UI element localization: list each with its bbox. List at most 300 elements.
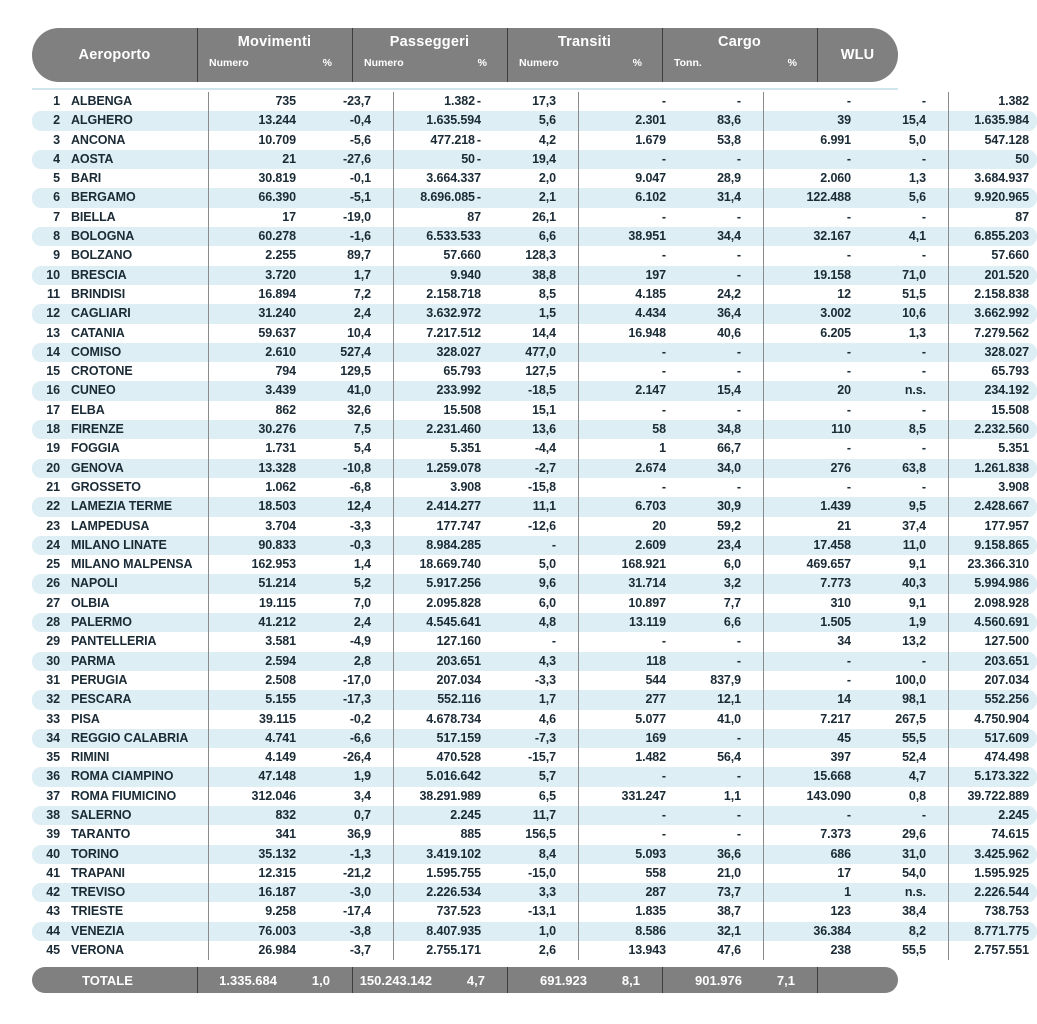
- movimenti-pct: -5,1: [304, 188, 393, 207]
- airport-name: BARI: [71, 171, 102, 186]
- airport-name: ALGHERO: [67, 111, 208, 130]
- transiti-numero: 10.897: [578, 594, 674, 613]
- passeggeri-pct: -15,7: [528, 750, 556, 765]
- movimenti-numero: 41.212: [208, 613, 304, 632]
- row-index: 44: [32, 922, 67, 941]
- table-row[interactable]: [32, 208, 1037, 227]
- movimenti-pct: 32,6: [347, 402, 371, 417]
- cargo-pct: 100,0: [895, 672, 926, 687]
- cargo-tonn: 2.060: [763, 169, 859, 188]
- transiti-pct: -: [674, 806, 763, 825]
- movimenti-pct: 3,4: [353, 788, 371, 803]
- passeggeri-pct: 2,0: [538, 171, 556, 186]
- passeggeri-numero: 2.226.534: [393, 883, 489, 902]
- row-index: 28: [32, 613, 67, 632]
- movimenti-pct: 89,7: [347, 248, 371, 263]
- table-row[interactable]: [32, 710, 1037, 729]
- movimenti-numero: 3.704: [208, 517, 304, 536]
- table-row[interactable]: [32, 536, 1037, 555]
- cargo-tonn: -: [763, 150, 859, 169]
- passeggeri-pct: 2,1: [489, 188, 578, 207]
- passeggeri-numero: 1.259.078: [393, 459, 489, 478]
- cargo-pct: -: [921, 209, 926, 224]
- movimenti-numero: 16.894: [208, 285, 304, 304]
- wlu-value: 3.684.937: [948, 169, 1037, 188]
- passeggeri-pct: -: [551, 634, 556, 649]
- passeggeri-numero: 477.218 -: [393, 131, 489, 150]
- airport-name: PANTELLERIA: [71, 634, 157, 649]
- movimenti-numero: 5.155: [208, 690, 304, 709]
- table-row[interactable]: [32, 266, 1037, 285]
- transiti-pct: 59,2: [717, 518, 741, 533]
- movimenti-numero: 341: [208, 825, 304, 844]
- movimenti-numero: 10.709: [208, 131, 304, 150]
- cargo-pct: 10,6: [859, 304, 948, 323]
- cargo-tonn: 397: [763, 748, 859, 767]
- transiti-numero: 5.077: [578, 710, 674, 729]
- header-group-passeggeri: [352, 28, 507, 82]
- transiti-pct: -: [674, 652, 763, 671]
- table-row[interactable]: [32, 613, 1037, 632]
- header-sub-movimenti-numero: Numero: [209, 57, 249, 69]
- cargo-pct: 4,7: [859, 767, 948, 786]
- airport-name: BERGAMO: [67, 188, 208, 207]
- wlu-value: 474.498: [948, 748, 1037, 767]
- transiti-numero: 5.093: [578, 845, 674, 864]
- cargo-pct: 37,4: [902, 518, 926, 533]
- row-index: 8: [32, 227, 67, 246]
- cargo-tonn: 17.458: [763, 536, 859, 555]
- passeggeri-pct: -12,6: [528, 518, 556, 533]
- transiti-pct: -: [736, 248, 741, 263]
- movimenti-pct: -0,3: [304, 536, 393, 555]
- movimenti-pct: -5,6: [349, 132, 371, 147]
- airport-name: ALBENGA: [71, 94, 133, 108]
- table-row[interactable]: [32, 285, 1037, 304]
- cargo-tonn: 12: [763, 285, 859, 304]
- cargo-pct: 9,1: [908, 557, 926, 572]
- row-index: 33: [46, 711, 60, 726]
- transiti-numero: -: [578, 362, 674, 381]
- passeggeri-pct: -15,0: [528, 865, 556, 880]
- wlu-value: 39.722.889: [948, 787, 1037, 806]
- row-index: 45: [46, 943, 60, 958]
- cargo-tonn: 238: [763, 941, 859, 960]
- table-row[interactable]: [32, 304, 1037, 323]
- table-row[interactable]: [32, 787, 1037, 806]
- table-row[interactable]: [32, 246, 1037, 265]
- table-row[interactable]: [32, 690, 1037, 709]
- table-row[interactable]: [32, 825, 1037, 844]
- passeggeri-numero: 552.116: [393, 690, 489, 709]
- row-index: 34: [32, 729, 67, 748]
- transiti-numero: 331.247: [578, 787, 674, 806]
- header-sub-passeggeri-pct: %: [477, 57, 487, 69]
- table-row[interactable]: [32, 594, 1037, 613]
- passeggeri-numero: 177.747: [393, 517, 489, 536]
- transiti-numero: -: [578, 343, 674, 362]
- passeggeri-pct: 4,8: [489, 613, 578, 632]
- transiti-pct: 34,8: [674, 420, 763, 439]
- passeggeri-numero: 2.414.277: [393, 497, 489, 516]
- passeggeri-pct: -18,5: [489, 381, 578, 400]
- passeggeri-numero: 2.095.828: [393, 594, 489, 613]
- movimenti-numero: 4.149: [208, 748, 304, 767]
- movimenti-numero: 312.046: [208, 787, 304, 806]
- cargo-tonn: 6.991: [763, 131, 859, 150]
- passeggeri-pct: 2,6: [538, 943, 556, 958]
- movimenti-pct: 1,7: [304, 266, 393, 285]
- table-row[interactable]: [32, 922, 1037, 941]
- cargo-pct: 55,5: [902, 943, 926, 958]
- transiti-numero: 277: [578, 690, 674, 709]
- total-cargo-tonn: 901.976: [662, 967, 750, 993]
- transiti-pct: -: [736, 402, 741, 417]
- row-index: 21: [46, 479, 60, 494]
- table-row[interactable]: [32, 188, 1037, 207]
- table-row[interactable]: [32, 401, 1037, 420]
- transiti-numero: 13.119: [578, 613, 674, 632]
- passeggeri-pct: 3,3: [489, 883, 578, 902]
- wlu-value: 4.750.904: [948, 710, 1037, 729]
- transiti-numero: -: [578, 92, 674, 111]
- table-row[interactable]: [32, 671, 1037, 690]
- transiti-numero: -: [578, 150, 674, 169]
- wlu-value: 23.366.310: [948, 555, 1037, 574]
- row-index: 35: [46, 750, 60, 765]
- row-index: 36: [32, 767, 67, 786]
- passeggeri-pct: -15,8: [528, 479, 556, 494]
- transiti-pct: 41,0: [717, 711, 741, 726]
- table-row[interactable]: [32, 902, 1037, 921]
- table-header-bar: [32, 28, 898, 82]
- passeggeri-pct: 11,1: [489, 497, 578, 516]
- airport-name: BOLZANO: [71, 248, 133, 263]
- passeggeri-numero: 2.231.460: [393, 420, 489, 439]
- cargo-pct: n.s.: [859, 381, 948, 400]
- passeggeri-pct: -13,1: [528, 904, 556, 919]
- cargo-tonn: -: [763, 208, 859, 227]
- transiti-numero: 168.921: [578, 555, 674, 574]
- transiti-numero: -: [578, 806, 674, 825]
- airport-name: TARANTO: [71, 827, 131, 842]
- cargo-tonn: -: [763, 92, 859, 111]
- table-row[interactable]: [32, 150, 1037, 169]
- passeggeri-pct: 19,4: [489, 150, 578, 169]
- passeggeri-pct: -2,7: [489, 459, 578, 478]
- row-index: 6: [32, 188, 67, 207]
- transiti-numero: 544: [578, 671, 674, 690]
- total-transiti-pct: 8,1: [621, 972, 640, 988]
- table-row[interactable]: [32, 806, 1037, 825]
- passeggeri-pct: 8,5: [538, 286, 556, 301]
- row-index: 4: [32, 150, 67, 169]
- transiti-pct: -: [674, 343, 763, 362]
- transiti-pct: -: [736, 479, 741, 494]
- airport-name: BRESCIA: [67, 266, 208, 285]
- movimenti-numero: 735: [208, 92, 304, 111]
- cargo-tonn: 110: [763, 420, 859, 439]
- passeggeri-numero: 1.595.755: [393, 864, 489, 883]
- transiti-numero: -: [578, 825, 674, 844]
- table-row[interactable]: [32, 420, 1037, 439]
- row-index: 37: [46, 788, 60, 803]
- total-label: TOTALE: [82, 972, 133, 988]
- table-row[interactable]: [32, 459, 1037, 478]
- passeggeri-numero: 65.793: [393, 362, 489, 381]
- table-row[interactable]: [32, 555, 1037, 574]
- cargo-pct: 29,6: [902, 827, 926, 842]
- table-row[interactable]: [32, 227, 1037, 246]
- table-row[interactable]: [32, 864, 1037, 883]
- cargo-pct: 63,8: [859, 459, 948, 478]
- airport-name: PESCARA: [67, 690, 208, 709]
- passeggeri-numero: 18.669.740: [393, 555, 489, 574]
- passeggeri-numero: 203.651: [393, 652, 489, 671]
- cargo-pct: -: [921, 364, 926, 379]
- row-index: 19: [46, 441, 60, 456]
- airport-name: GROSSETO: [71, 479, 141, 494]
- airport-name: SALERNO: [67, 806, 208, 825]
- movimenti-pct: -0,2: [349, 711, 371, 726]
- table-row[interactable]: [32, 92, 1037, 111]
- airport-name: PERUGIA: [71, 672, 128, 687]
- row-index: 2: [32, 111, 67, 130]
- wlu-value: 50: [948, 150, 1037, 169]
- transiti-numero: 1.835: [578, 902, 674, 921]
- cargo-pct: 4,1: [859, 227, 948, 246]
- table-row[interactable]: [32, 497, 1037, 516]
- transiti-pct: -: [736, 364, 741, 379]
- cargo-tonn: 143.090: [763, 787, 859, 806]
- movimenti-numero: 1.731: [208, 439, 304, 458]
- row-index: 16: [32, 381, 67, 400]
- wlu-value: 2.098.928: [948, 594, 1037, 613]
- row-index: 7: [53, 209, 60, 224]
- row-index: 17: [46, 402, 60, 417]
- passeggeri-numero: 2.158.718: [393, 285, 489, 304]
- passeggeri-numero: 328.027: [393, 343, 489, 362]
- passeggeri-numero: 15.508: [393, 401, 489, 420]
- wlu-value: 2.158.838: [948, 285, 1037, 304]
- movimenti-pct: 41,0: [304, 381, 393, 400]
- movimenti-numero: 59.637: [208, 324, 304, 343]
- header-title-cargo: Cargo: [718, 34, 761, 50]
- table-row[interactable]: [32, 381, 1037, 400]
- movimenti-pct: -4,9: [349, 634, 371, 649]
- table-row[interactable]: [32, 131, 1037, 150]
- table-row[interactable]: [32, 362, 1037, 381]
- wlu-value: 177.957: [948, 517, 1037, 536]
- transiti-pct: 6,6: [674, 613, 763, 632]
- transiti-pct: 12,1: [674, 690, 763, 709]
- cargo-tonn: 276: [763, 459, 859, 478]
- cargo-pct: 1,3: [908, 325, 926, 340]
- table-row[interactable]: [32, 574, 1037, 593]
- transiti-numero: 4.434: [578, 304, 674, 323]
- airport-name: BRINDISI: [71, 286, 126, 301]
- airport-name: RIMINI: [71, 750, 110, 765]
- cargo-tonn: -: [763, 362, 859, 381]
- row-index: 23: [46, 518, 60, 533]
- wlu-value: 5.173.322: [948, 767, 1037, 786]
- cargo-tonn: 14: [763, 690, 859, 709]
- cargo-pct: 1,3: [908, 171, 926, 186]
- cargo-pct: -: [921, 479, 926, 494]
- row-index: 20: [32, 459, 67, 478]
- movimenti-numero: 17: [208, 208, 304, 227]
- movimenti-pct: -3,3: [349, 518, 371, 533]
- cargo-tonn: -: [763, 439, 859, 458]
- wlu-value: 3.662.992: [948, 304, 1037, 323]
- transiti-pct: 47,6: [717, 943, 741, 958]
- wlu-value: 74.615: [948, 825, 1037, 844]
- passeggeri-numero: 57.660: [393, 246, 489, 265]
- row-index: 18: [32, 420, 67, 439]
- row-index: 29: [46, 634, 60, 649]
- cargo-tonn: -: [763, 246, 859, 265]
- movimenti-numero: 9.258: [208, 902, 304, 921]
- transiti-numero: 1.482: [578, 748, 674, 767]
- movimenti-pct: 1,9: [304, 767, 393, 786]
- movimenti-pct: -10,8: [304, 459, 393, 478]
- table-row[interactable]: [32, 729, 1037, 748]
- movimenti-pct: -1,6: [304, 227, 393, 246]
- table-row[interactable]: [32, 748, 1037, 767]
- row-index: 22: [32, 497, 67, 516]
- cargo-tonn: 39: [763, 111, 859, 130]
- table-row[interactable]: [32, 517, 1037, 536]
- transiti-pct: 32,1: [674, 922, 763, 941]
- transiti-pct: -: [736, 634, 741, 649]
- table-row[interactable]: [32, 767, 1037, 786]
- cargo-pct: 13,2: [902, 634, 926, 649]
- cargo-pct: n.s.: [859, 883, 948, 902]
- airport-data-table: [32, 92, 1037, 960]
- table-row[interactable]: [32, 845, 1037, 864]
- cargo-tonn: 1: [763, 883, 859, 902]
- cargo-pct: 1,9: [859, 613, 948, 632]
- transiti-numero: 16.948: [578, 324, 674, 343]
- transiti-pct: 36,4: [674, 304, 763, 323]
- wlu-value: 7.279.562: [948, 324, 1037, 343]
- row-index: 43: [46, 904, 60, 919]
- movimenti-numero: 2.255: [208, 246, 304, 265]
- wlu-value: 3.908: [948, 478, 1037, 497]
- table-row[interactable]: [32, 652, 1037, 671]
- movimenti-numero: 51.214: [208, 574, 304, 593]
- passeggeri-numero: 233.992: [393, 381, 489, 400]
- table-row[interactable]: [32, 343, 1037, 362]
- table-row[interactable]: [32, 439, 1037, 458]
- transiti-pct: 21,0: [717, 865, 741, 880]
- table-row[interactable]: [32, 169, 1037, 188]
- table-row[interactable]: [32, 883, 1037, 902]
- row-index: 10: [32, 266, 67, 285]
- movimenti-pct: -19,0: [343, 209, 371, 224]
- header-subs-transiti: [507, 57, 662, 70]
- wlu-value: 9.920.965: [948, 188, 1037, 207]
- row-index: 31: [46, 672, 60, 687]
- movimenti-numero: 16.187: [208, 883, 304, 902]
- transiti-pct: 3,2: [674, 574, 763, 593]
- wlu-value: 2.428.667: [948, 497, 1037, 516]
- movimenti-numero: 4.741: [208, 729, 304, 748]
- movimenti-pct: 5,4: [353, 441, 371, 456]
- passeggeri-pct: 5,0: [538, 557, 556, 572]
- movimenti-numero: 31.240: [208, 304, 304, 323]
- header-group-aeroporto: [32, 28, 197, 82]
- header-group-transiti: [507, 28, 662, 82]
- wlu-value: 2.226.544: [948, 883, 1037, 902]
- wlu-value: 2.232.560: [948, 420, 1037, 439]
- transiti-numero: 8.586: [578, 922, 674, 941]
- airport-name: ANCONA: [71, 132, 126, 147]
- transiti-pct: 6,0: [723, 557, 741, 572]
- movimenti-pct: -27,6: [304, 150, 393, 169]
- cargo-pct: 98,1: [859, 690, 948, 709]
- airport-name: REGGIO CALABRIA: [67, 729, 208, 748]
- airport-name: CAGLIARI: [67, 304, 208, 323]
- airport-name: LAMPEDUSA: [71, 518, 150, 533]
- table-row[interactable]: [32, 324, 1037, 343]
- movimenti-numero: 3.720: [208, 266, 304, 285]
- movimenti-numero: 13.244: [208, 111, 304, 130]
- passeggeri-pct: 15,1: [532, 402, 556, 417]
- movimenti-pct: 5,2: [304, 574, 393, 593]
- cargo-tonn: 7.373: [763, 825, 859, 844]
- transiti-numero: 6.703: [578, 497, 674, 516]
- table-row[interactable]: [32, 111, 1037, 130]
- wlu-value: 1.595.925: [948, 864, 1037, 883]
- cargo-tonn: -: [763, 671, 859, 690]
- passeggeri-numero: 4.678.734: [393, 710, 489, 729]
- wlu-value: 203.651: [948, 652, 1037, 671]
- cargo-tonn: -: [763, 343, 859, 362]
- cargo-pct: 38,4: [902, 904, 926, 919]
- movimenti-pct: -21,2: [343, 865, 371, 880]
- wlu-value: 57.660: [948, 246, 1037, 265]
- movimenti-pct: -26,4: [343, 750, 371, 765]
- passeggeri-pct: 26,1: [532, 209, 556, 224]
- cargo-tonn: 123: [763, 902, 859, 921]
- row-index: 11: [46, 286, 60, 301]
- transiti-pct: 31,4: [674, 188, 763, 207]
- cargo-pct: 8,5: [859, 420, 948, 439]
- table-row[interactable]: [32, 478, 1037, 497]
- header-title-transiti: Transiti: [557, 34, 612, 50]
- airport-name: AOSTA: [67, 150, 208, 169]
- passeggeri-numero: 3.908: [393, 478, 489, 497]
- header-title-aeroporto: Aeroporto: [78, 46, 151, 63]
- header-sub-movimenti-pct: %: [322, 57, 332, 69]
- cargo-pct: -: [859, 652, 948, 671]
- transiti-numero: 1: [578, 439, 674, 458]
- movimenti-pct: -3,7: [349, 943, 371, 958]
- table-row[interactable]: [32, 941, 1037, 960]
- transiti-pct: 34,0: [674, 459, 763, 478]
- wlu-value: 328.027: [948, 343, 1037, 362]
- wlu-value: 3.425.962: [948, 845, 1037, 864]
- transiti-numero: 13.943: [578, 941, 674, 960]
- table-row[interactable]: [32, 632, 1037, 651]
- passeggeri-numero: 5.016.642: [393, 767, 489, 786]
- cargo-pct: 11,0: [859, 536, 948, 555]
- airport-name: TORINO: [67, 845, 208, 864]
- airport-name: PARMA: [67, 652, 208, 671]
- movimenti-numero: 39.115: [208, 710, 304, 729]
- cargo-tonn: 6.205: [763, 324, 859, 343]
